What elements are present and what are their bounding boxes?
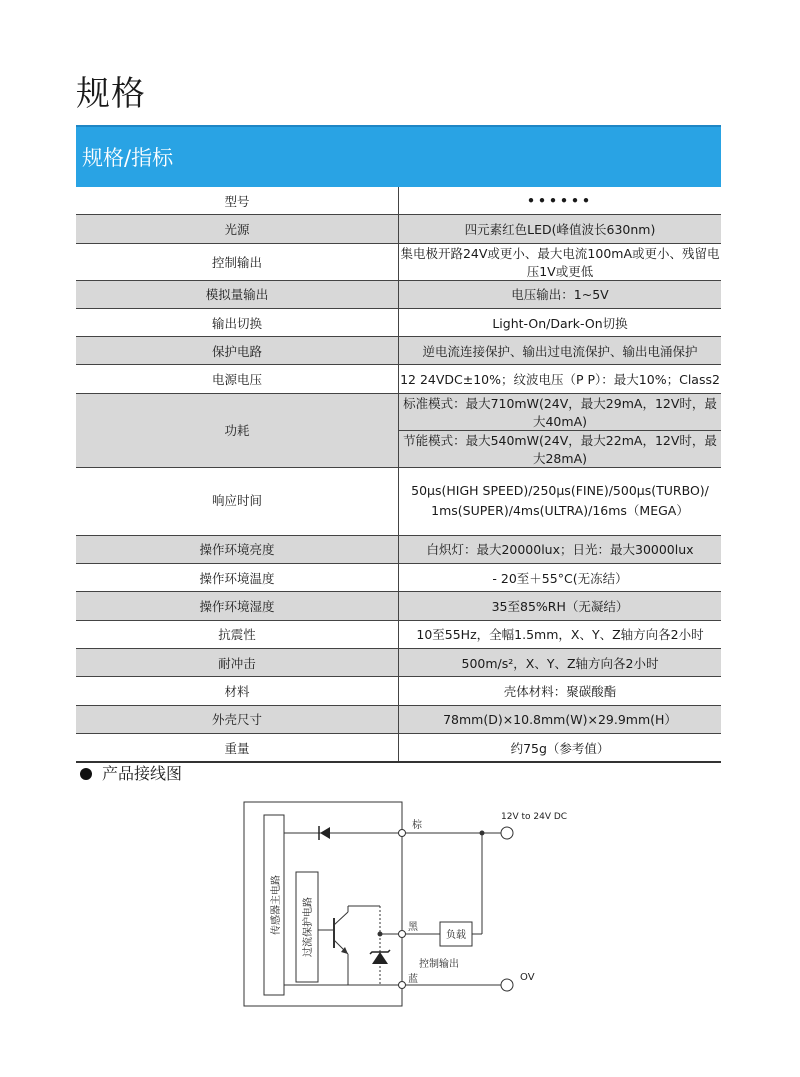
row-value: 白炽灯：最大20000lux；日光：最大30000lux <box>399 535 722 563</box>
main-circuit-label: 传感器主电路 <box>271 875 282 935</box>
row-label: 重量 <box>76 733 399 762</box>
row-label: 外壳尺寸 <box>76 705 399 733</box>
row-value: Light-On/Dark-On切换 <box>399 308 722 336</box>
row-value: •••••• <box>399 187 722 215</box>
supply-label: 12V to 24V DC <box>501 812 568 822</box>
row-value: 标准模式：最大710mW(24V，最大29mA，12V时，最大40mA) <box>399 393 722 430</box>
blue-wire-label: 蓝 <box>408 974 418 985</box>
row-label: 模拟量输出 <box>76 280 399 308</box>
black-wire-label: 黑 <box>408 922 418 933</box>
row-label: 型号 <box>76 187 399 215</box>
ov-label: OV <box>520 972 535 983</box>
row-label: 操作环境亮度 <box>76 535 399 563</box>
protect-circuit-label: 过流保护电路 <box>303 897 314 957</box>
row-value: 12 24VDC±10%；纹波电压（P P）：最大10%；Class2 <box>399 365 722 393</box>
row-label: 控制输出 <box>76 243 399 280</box>
row-value: 78mm(D)×10.8mm(W)×29.9mm(H） <box>399 705 722 733</box>
row-label: 抗震性 <box>76 620 399 648</box>
page-title: 规格 <box>76 74 146 114</box>
row-value: 四元素红色LED(峰值波长630nm) <box>399 215 722 243</box>
junction-dot <box>480 831 485 836</box>
response-line-1: 50μs(HIGH SPEED)/250μs(FINE)/500μs(TURBO)/ <box>411 483 709 499</box>
supply-terminal <box>501 827 513 839</box>
transistor-collector <box>334 912 348 925</box>
row-value: 10至55Hz，全幅1.5mm，X、Y、Z轴方向各2小时 <box>399 620 722 648</box>
zener-diode-icon <box>372 952 388 964</box>
row-label: 保护电路 <box>76 337 399 365</box>
row-value: 节能模式：最大540mW(24V，最大22mA，12V时，最大28mA) <box>399 430 722 467</box>
load-label: 负载 <box>446 930 466 941</box>
brown-wire-label: 棕 <box>412 820 422 831</box>
row-value: 壳体材料：聚碳酸酯 <box>399 677 722 705</box>
row-value: 约75g（参考值） <box>399 733 722 762</box>
junction-dot <box>378 932 383 937</box>
row-value: - 20至＋55°C(无冻结） <box>399 564 722 592</box>
terminal-blue <box>399 982 406 989</box>
control-output-label: 控制输出 <box>419 959 459 970</box>
row-label: 耐冲击 <box>76 648 399 676</box>
row-label: 操作环境温度 <box>76 564 399 592</box>
row-value: 35至85%RH（无凝结） <box>399 592 722 620</box>
row-label: 输出切换 <box>76 308 399 336</box>
terminal-black <box>399 931 406 938</box>
row-label: 电源电压 <box>76 365 399 393</box>
row-label: 响应时间 <box>76 467 399 535</box>
row-value: 逆电流连接保护、输出过电流保护、输出电涌保护 <box>399 337 722 365</box>
table-header: 规格/指标 <box>76 126 721 187</box>
ground-terminal <box>501 979 513 991</box>
row-label: 操作环境湿度 <box>76 592 399 620</box>
terminal-brown <box>399 830 406 837</box>
diode-icon <box>320 827 330 839</box>
row-value: 电压输出：1~5V <box>399 280 722 308</box>
wiring-heading-text: 产品接线图 <box>102 764 183 783</box>
row-label: 功耗 <box>76 393 399 467</box>
row-value: 500m/s²，X、Y、Z轴方向各2小时 <box>399 648 722 676</box>
row-label: 材料 <box>76 677 399 705</box>
response-line-2: 1ms(SUPER)/4ms(ULTRA)/16ms（MEGA） <box>431 503 689 519</box>
row-label: 光源 <box>76 215 399 243</box>
row-value: 集电极开路24V或更小、最大电流100mA或更小、残留电压1V或更低 <box>399 243 722 280</box>
